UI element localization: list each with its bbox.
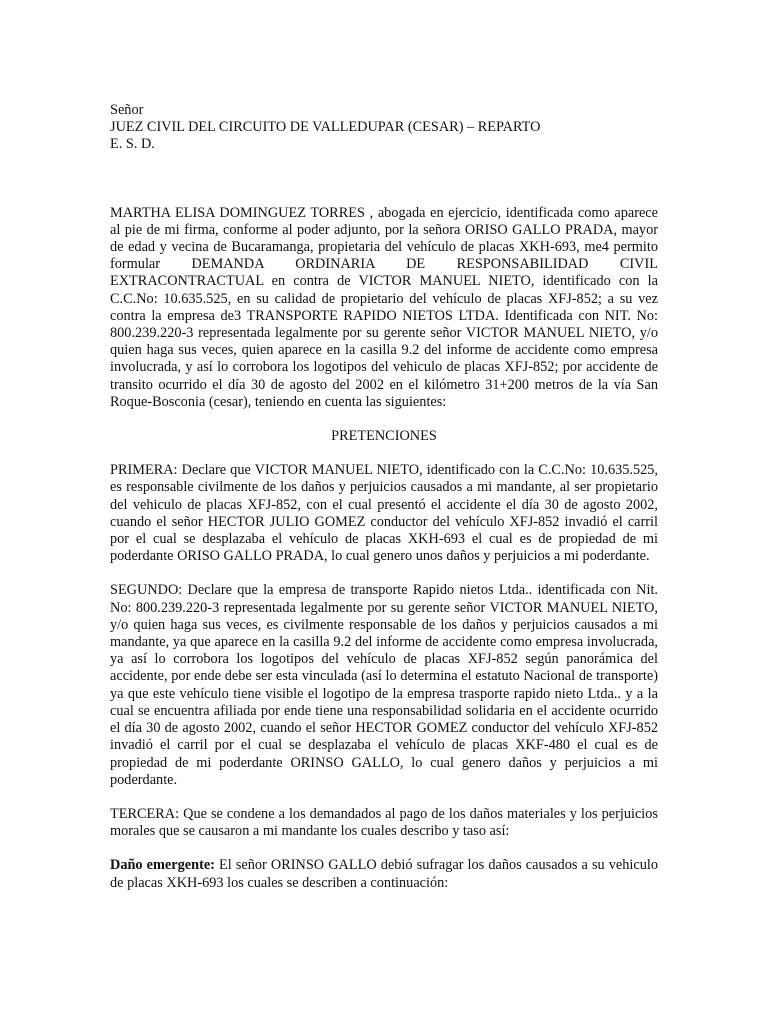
document-body [110,102,658,892]
claim-tercera: TERCERA: Que se condene a los demandados al pago de los daños materiales y los perjuicios morales que se causaron a mi mandante los cuales describo y taso así: [110,805,658,840]
intro-paragraph: MARTHA ELISA DOMINGUEZ TORRES , abogada en ejercicio, identificada como aparece al pie de mi firma, conforme al poder adjunto, por la señora ORISO GALLO PRADA, mayor de edad y vecina de Bucaramanga, propietaria del vehículo de placas XKH-693, me4 permito formular DEMANDA ORDINARIA DE RESPONSABILIDAD CIVIL EXTRACONTRACTUAL en contra de VICTOR MANUEL NIETO, identificado con la C.C.No: 10.635.525, en su calidad de propietario del vehículo de placas XFJ-852; a su vez contra la empresa de3 TRANSPORTE RAPIDO NIETOS LTDA. Identificada con NIT. No: 800.239.220-3 representada legalmente por su gerente señor VICTOR MANUEL NIETO, y/o quien haga sus veces, quien aparece en la casilla 9.2 del informe de accidente como empresa involucrada, y así lo corrobora los logotipos del vehiculo de placas XFJ-852; por accidente de transito ocurrido el día 30 de agosto del 2002 en el kilómetro 31+200 metros de la vía San Roque-Bosconia (cesar), teniendo en cuenta las siguientes: [110,204,658,410]
dano-emergente-paragraph [110,857,658,891]
claim-segundo: SEGUNDO: Declare que la empresa de transporte Rapido nietos Ltda.. identificada con Nit. No: 800.239.220-3 representada legalmente por su gerente señor VICTOR MANUEL NIETO, y/o quien haga sus veces, es civilmente responsable de los daños y perjuicios causados a mi mandante, ya que aparece en la casilla 9.2 del informe de accidente como empresa involucrada, ya así lo corrobora los logotipos del vehículo de placas XFJ-852 según panorámica del accidente, por ende debe ser esta vinculada (así lo determina el estatuto Nacional de transporte) ya que este vehículo tiene visible el logotipo de la empresa trasporte rapido nieto Ltda.. y a la cual se encuentra afiliada por ende tiene una responsabilidad solidaria en el accidente ocurrido el día 30 de agosto 2002, cuando el señor HECTOR GOMEZ conductor del vehículo XFJ-852 invadió el carril por el cual se desplazaba el vehículo de placas XKF-480 el cual es de propiedad de mi poderdante ORINSO GALLO, lo cual genero daños y perjuicios a mi poderdante. [110,582,658,788]
dano-emergente-label: Daño emergente: [110,857,215,874]
addressee-block [110,102,658,154]
addressee-esd: E. S. D. [110,136,155,153]
dano-emergente-text: El señor ORINSO GALLO debió sufragar los daños causados a su vehiculo de placas XKH-693 los cuales se describen a continuación: [110,857,658,891]
addressee-salutation: Señor [110,102,144,118]
section-title: PRETENCIONES [331,428,437,445]
addressee-court: JUEZ CIVIL DEL CIRCUITO DE VALLEDUPAR (CESAR) – REPARTO [110,119,541,136]
claim-primera: PRIMERA: Declare que VICTOR MANUEL NIETO, identificado con la C.C.No: 10.635.525, es responsable civilmente de los daños y perjuicios causados a mi mandante, al ser propietario del vehiculo de placas XFJ-852, con el cual presentó el accidente el día 30 de agosto 2002, cuando el señor HECTOR JULIO GOMEZ conductor del vehículo XFJ-852 invadió el carril por el cual se desplazaba el vehículo de placas XKH-693 el cual es de propiedad de mi poderdante ORISO GALLO PRADA, lo cual genero unos daños y perjuicios a mi poderdante. [110,462,658,565]
